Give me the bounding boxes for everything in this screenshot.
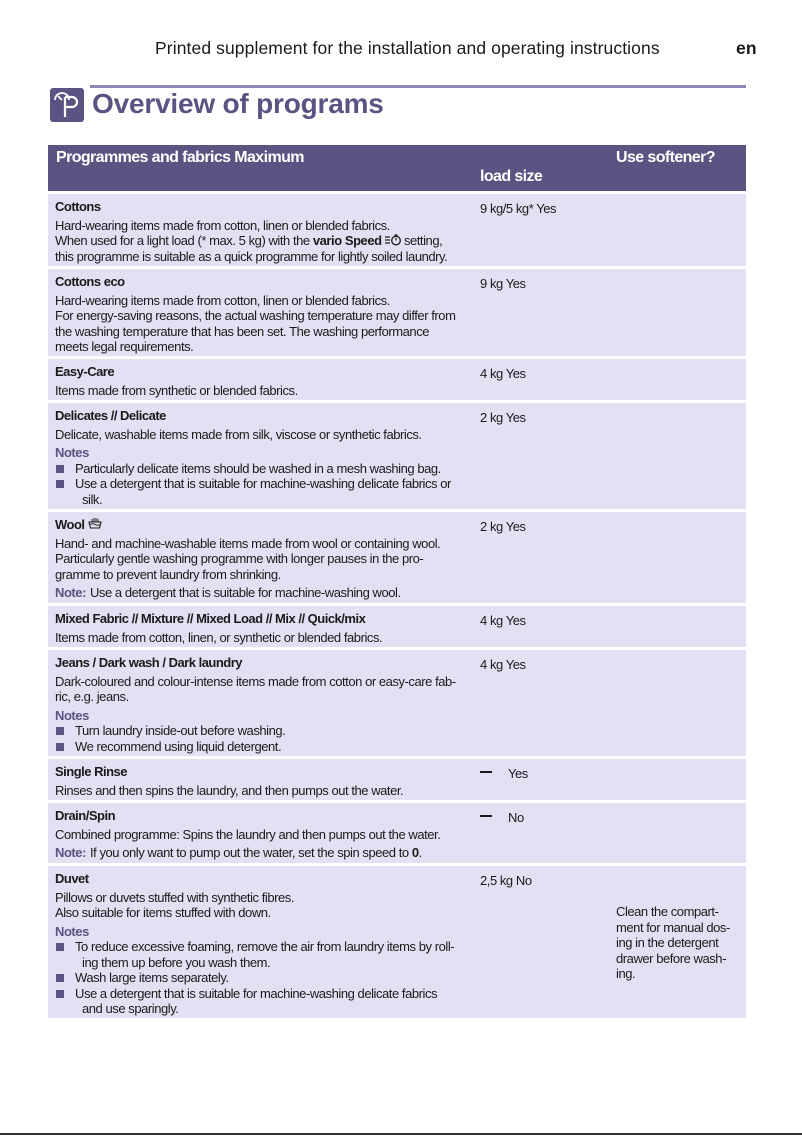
notes-label: Notes — [55, 445, 89, 460]
description-line: Hard-wearing items made from cotton, linen or blended fabrics. — [55, 217, 390, 233]
description-line: Combined programme: Spins the laundry and then pumps out the water. — [55, 826, 441, 842]
footer-rule — [0, 1133, 802, 1135]
load-size: 4 kg Yes — [480, 366, 526, 381]
list-item: To reduce excessive foaming, remove the air from laundry items by roll- ing them up before you wash them. — [55, 939, 475, 970]
table-row — [48, 269, 746, 356]
description-line: When used for a light load (* max. 5 kg) with the vario Speed setting, — [55, 233, 443, 248]
note: Note: Use a detergent that is suitable for machine-washing wool. — [55, 585, 401, 600]
table-row — [48, 759, 746, 800]
column-header-softener: Use softener? — [616, 149, 715, 166]
programme-title: Cottons — [55, 199, 101, 214]
description-line: Dark-coloured and colour-intense items made from cotton or easy-care fab- — [55, 673, 456, 689]
programme-title: Single Rinse — [55, 764, 128, 779]
description-line: Delicate, washable items made from silk, viscose or synthetic fabrics. — [55, 426, 422, 442]
document-title: Printed supplement for the installation and operating instructions — [155, 38, 660, 58]
column-header-load: load size — [480, 168, 543, 185]
programme-title: Duvet — [55, 871, 89, 886]
list-item: Use a detergent that is suitable for machine-washing delicate fabrics or silk. — [55, 476, 475, 507]
programme-title: Cottons eco — [55, 274, 125, 289]
description-line: Hand- and machine-washable items made from wool or containing wool. — [55, 535, 441, 551]
programme-title: Drain/Spin — [55, 808, 116, 823]
load-size: 9 kg/5 kg* Yes — [480, 201, 557, 216]
description-line: Pillows or duvets stuffed with synthetic fibres. — [55, 889, 294, 905]
table-row — [48, 803, 746, 863]
load-size: 4 kg Yes — [480, 657, 526, 672]
load-size: 2,5 kg No — [480, 873, 532, 888]
description-line: Items made from synthetic or blended fabrics. — [55, 382, 298, 398]
description-line: Rinses and then spins the laundry, and then pumps out the water. — [55, 782, 404, 798]
programme-title: Delicates // Delicate — [55, 408, 166, 423]
table-row — [48, 359, 746, 400]
description-line: meets legal requirements. — [55, 339, 194, 354]
description-line: Items made from cotton, linen, or synthetic or blended fabrics. — [55, 629, 383, 645]
table-row — [48, 194, 746, 266]
list-item: Particularly delicate items should be washed in a mesh washing bag. — [55, 461, 475, 477]
load-size: No — [480, 810, 610, 826]
programmes-table — [48, 145, 746, 1018]
list-item: We recommend using liquid detergent. — [55, 739, 475, 755]
section-title: Overview of programs — [92, 88, 384, 119]
language-code: en — [736, 38, 757, 58]
table-row — [48, 650, 746, 756]
column-header-programmes: Programmes and fabrics Maximum — [56, 149, 304, 166]
description-line: this programme is suitable as a quick programme for lightly soiled laundry. — [55, 248, 448, 264]
description-line: Particularly gentle washing programme with longer pauses in the pro- — [55, 551, 424, 566]
load-size: 2 kg Yes — [480, 410, 526, 425]
load-size: Yes — [480, 766, 610, 782]
programme-title: Wool — [55, 517, 475, 533]
vario-speed-icon — [385, 234, 401, 246]
table-header — [48, 145, 746, 191]
hand-wash-icon — [88, 517, 102, 529]
description-line: ric, e.g. jeans. — [55, 689, 129, 704]
description-line: gramme to prevent laundry from shrinking. — [55, 566, 281, 582]
notes-label: Notes — [55, 923, 89, 939]
list-item: Use a detergent that is suitable for machine-washing delicate fabrics and use sparingly. — [55, 986, 475, 1017]
description-line: Also suitable for items stuffed with down. — [55, 905, 271, 920]
dash-icon — [480, 771, 492, 773]
note: Note: If you only want to pump out the water, set the spin speed to 0. — [55, 845, 422, 860]
description-line: the washing temperature that has been set. The washing performance — [55, 323, 430, 339]
table-row — [48, 606, 746, 647]
description-line: For energy-saving reasons, the actual washing temperature may differ from — [55, 308, 456, 323]
load-size: 4 kg Yes — [480, 613, 526, 628]
description-line: Hard-wearing items made from cotton, linen or blended fabrics. — [55, 292, 390, 308]
running-header — [0, 38, 802, 62]
load-size: 9 kg Yes — [480, 276, 526, 291]
list-item: Wash large items separately. — [55, 970, 475, 986]
softener-remark: Clean the compart- ment for manual dos- ing in the detergent drawer before wash- ing. — [616, 904, 730, 981]
table-row — [48, 866, 746, 1018]
programme-title: Jeans / Dark wash / Dark laundry — [55, 655, 243, 670]
notes-label: Notes — [55, 707, 89, 723]
programme-title: Mixed Fabric // Mixture // Mixed Load // Mix // Quick/mix — [55, 611, 366, 626]
programme-title: Easy-Care — [55, 364, 115, 379]
table-row — [48, 403, 746, 509]
programme-dial-icon — [50, 88, 84, 122]
load-size: 2 kg Yes — [480, 519, 526, 534]
dash-icon — [480, 815, 492, 817]
table-row — [48, 512, 746, 603]
list-item: Turn laundry inside-out before washing. — [55, 723, 475, 739]
